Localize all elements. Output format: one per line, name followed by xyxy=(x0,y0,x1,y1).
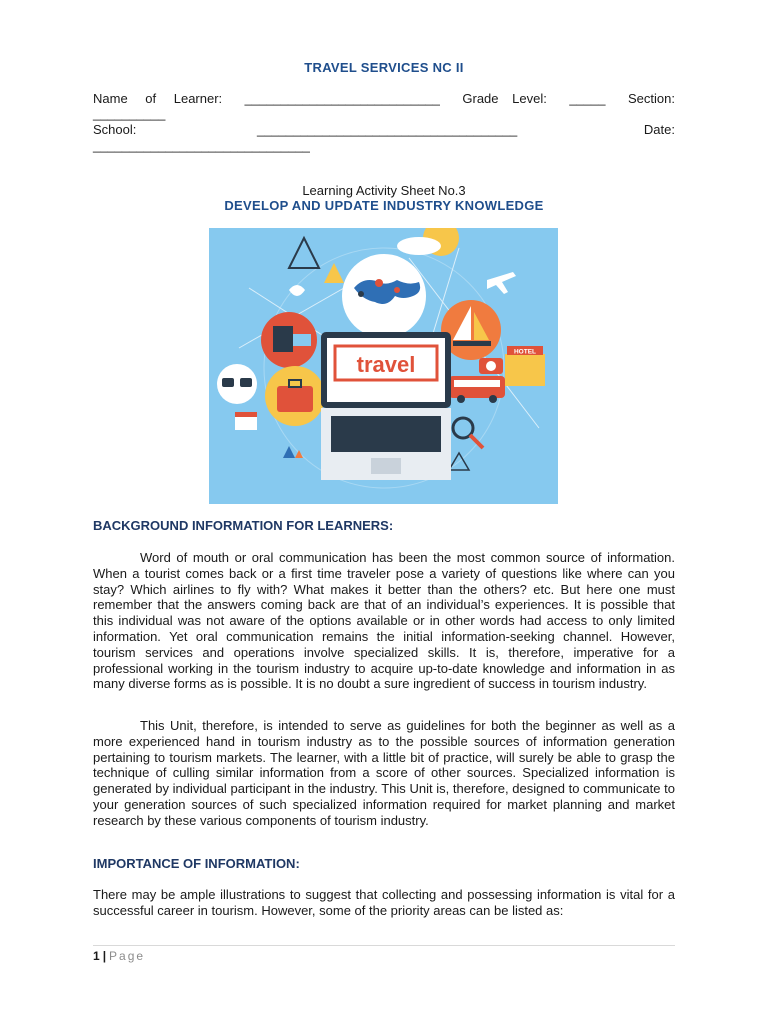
footer-rule xyxy=(93,945,675,946)
name-grade-section-row xyxy=(93,91,675,106)
section-blank-row xyxy=(93,106,675,121)
travel-illustration xyxy=(209,228,558,504)
school-label: School: xyxy=(93,122,137,137)
hotel-sign-text: HOTEL xyxy=(513,348,537,356)
laptop-screen-text: travel xyxy=(356,352,416,377)
importance-paragraph: There may be ample illustrations to suggest that collecting and possessing information is vital for a successful career in tourism. However, some of the priority areas can be listed as: xyxy=(93,887,675,918)
page-number: 1 xyxy=(93,949,100,963)
section-label: Section: xyxy=(627,91,675,106)
background-heading: BACKGROUND INFORMATION FOR LEARNERS: xyxy=(93,518,394,533)
activity-sheet-number: Learning Activity Sheet No.3 xyxy=(302,183,466,198)
laptop-icon xyxy=(321,332,451,480)
document-page xyxy=(93,0,675,1024)
background-paragraph-1: Word of mouth or oral communication has been the most common source of information. When a tourist comes back or a first time traveler pose a variety of questions like where can you stay? Which airlines to fly with? What makes it better than the others? etc. But here one must remember that the answers coming back are that of an individual’s experiences. It is possible that this individual was not aware of the options available or in other words had access to only limited information. Yet oral communication remains the initial information-seeking channel. However, tourism services and operations involve specialized skills. It is, therefore, imperative for a professional working in the tourism industry to acquire up-to-date knowledge and information in as many diverse forms as is possible. It is no doubt a sure ingredient of success in tourism industry. xyxy=(93,550,675,692)
background-paragraph-2: This Unit, therefore, is intended to serve as guidelines for both the beginner as well as a more experienced hand in tourism industry as to the possible sources of information generation pertaining to tourism markets. The learner, with a little bit of practice, will surely be able to grasp the technique of culling similar information from a score of other sources. Specialized information is generated by individual participant in the industry. This Unit is, therefore, designed to communicate to your generation sources of such specialized information required for market planning and market research by these various components of tourism industry. xyxy=(93,718,675,828)
name-of-learner-label: Name of Learner: xyxy=(93,91,223,106)
school-date-row xyxy=(93,122,675,137)
date-label: Date: xyxy=(643,122,675,137)
importance-heading: IMPORTANCE OF INFORMATION: xyxy=(93,856,300,871)
date-blank-row xyxy=(93,138,675,153)
activity-subtitle: DEVELOP AND UPDATE INDUSTRY KNOWLEDGE xyxy=(224,198,544,213)
date-blank: ______________________________ xyxy=(93,138,310,153)
document-title: TRAVEL SERVICES NC II xyxy=(304,60,464,75)
hotel-icon xyxy=(505,354,545,386)
grade-level-label: Grade Level: xyxy=(462,91,547,106)
cloud-icon xyxy=(397,237,441,255)
page-label: Page xyxy=(109,949,146,963)
name-of-learner-blank: ___________________________ xyxy=(244,91,440,106)
grade-level-blank: _____ xyxy=(569,91,606,106)
footer-separator: | xyxy=(102,949,107,963)
page-footer xyxy=(93,949,145,963)
school-blank: ____________________________________ xyxy=(257,122,518,137)
section-blank: __________ xyxy=(93,106,166,121)
